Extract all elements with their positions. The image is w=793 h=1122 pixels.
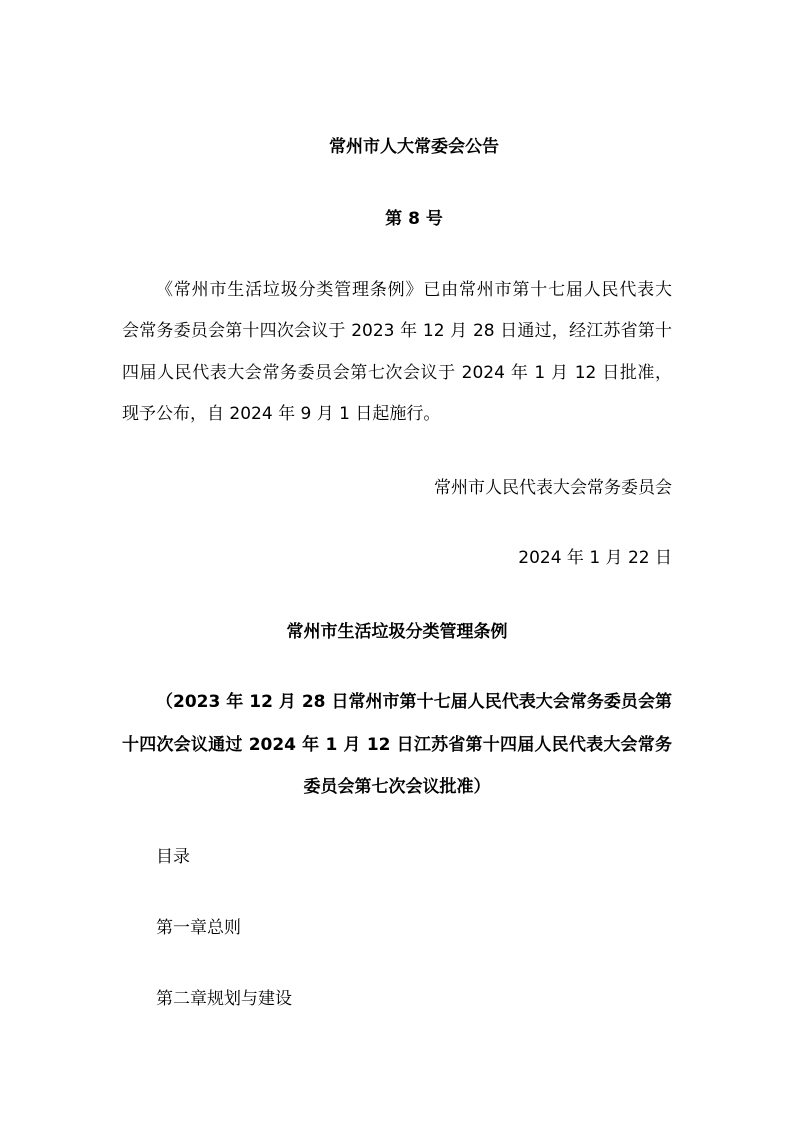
toc-heading: 目录 (156, 847, 190, 867)
regulation-title: 常州市生活垃圾分类管理条例 (286, 622, 508, 642)
notice-body-line-4: 现予公布，自 2024 年 9 月 1 日起施行。 (122, 404, 441, 424)
notice-date: 2024 年 1 月 22 日 (518, 548, 672, 568)
notice-body-line-3: 四届人民代表大会常务委员会第七次会议于 2024 年 1 月 12 日批准， (122, 363, 672, 383)
approval-line-3: 委员会第七次会议批准） (303, 777, 491, 797)
notice-signature: 常州市人民代表大会常务委员会 (434, 478, 672, 498)
approval-line-2: 十四次会议通过 2024 年 1 月 12 日江苏省第十四届人民代表大会常务 (122, 735, 672, 755)
toc-item-chapter-1: 第一章总则 (156, 918, 241, 938)
notice-number: 第 8 号 (385, 209, 443, 229)
notice-title: 常州市人大常委会公告 (329, 137, 499, 157)
notice-body-line-1: 《常州市生活垃圾分类管理条例》已由常州市第十七届人民代表大 (156, 280, 672, 300)
approval-line-1: （2023 年 12 月 28 日常州市第十七届人民代表大会常务委员会第 (156, 692, 672, 712)
toc-item-chapter-2: 第二章规划与建设 (156, 989, 292, 1009)
notice-body-line-2: 会常务委员会第十四次会议于 2023 年 12 月 28 日通过，经江苏省第十 (122, 321, 672, 341)
